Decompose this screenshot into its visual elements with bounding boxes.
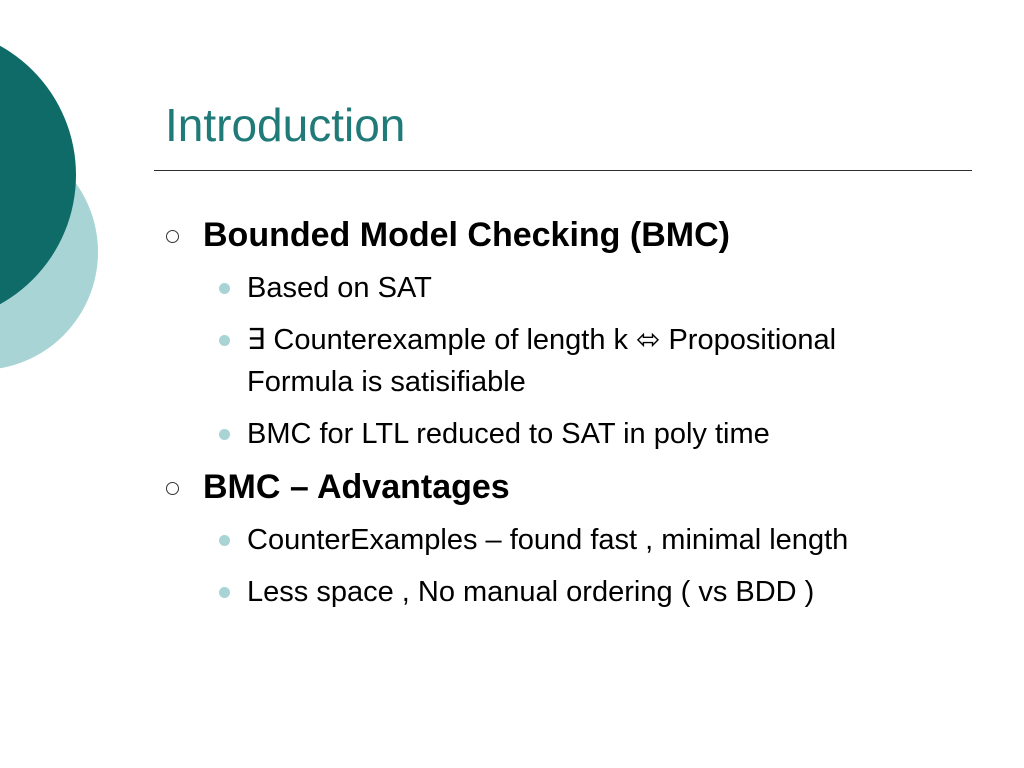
slide-content bbox=[164, 213, 964, 623]
dot-bullet-icon bbox=[219, 429, 230, 440]
list-item-text: Less space , No manual ordering ( vs BDD ) bbox=[247, 576, 815, 608]
section-heading-bmc bbox=[164, 213, 964, 257]
ring-bullet-icon bbox=[166, 230, 179, 243]
slide-title: Introduction bbox=[165, 99, 406, 151]
list-item-text: BMC for LTL reduced to SAT in poly time bbox=[247, 418, 770, 450]
list-item bbox=[164, 571, 877, 613]
dot-bullet-icon bbox=[219, 587, 230, 598]
list-item-text: CounterExamples – found fast , minimal length bbox=[247, 524, 849, 556]
section-heading-text: Bounded Model Checking (BMC) bbox=[203, 216, 730, 254]
list-item bbox=[164, 319, 877, 403]
ring-bullet-icon bbox=[166, 482, 179, 495]
list-item bbox=[164, 413, 877, 455]
list-item-text: Based on SAT bbox=[247, 272, 432, 304]
list-item-text: ∃ Counterexample of length k ⬄ Propositional Formula is satisifiable bbox=[247, 324, 837, 398]
list-item bbox=[164, 267, 877, 309]
list-item bbox=[164, 519, 877, 561]
dot-bullet-icon bbox=[219, 283, 230, 294]
dot-bullet-icon bbox=[219, 335, 230, 346]
title-divider bbox=[154, 170, 972, 171]
dot-bullet-icon bbox=[219, 535, 230, 546]
decorative-circles bbox=[0, 0, 110, 410]
section-heading-text: BMC – Advantages bbox=[203, 468, 510, 506]
section-heading-advantages bbox=[164, 465, 964, 509]
